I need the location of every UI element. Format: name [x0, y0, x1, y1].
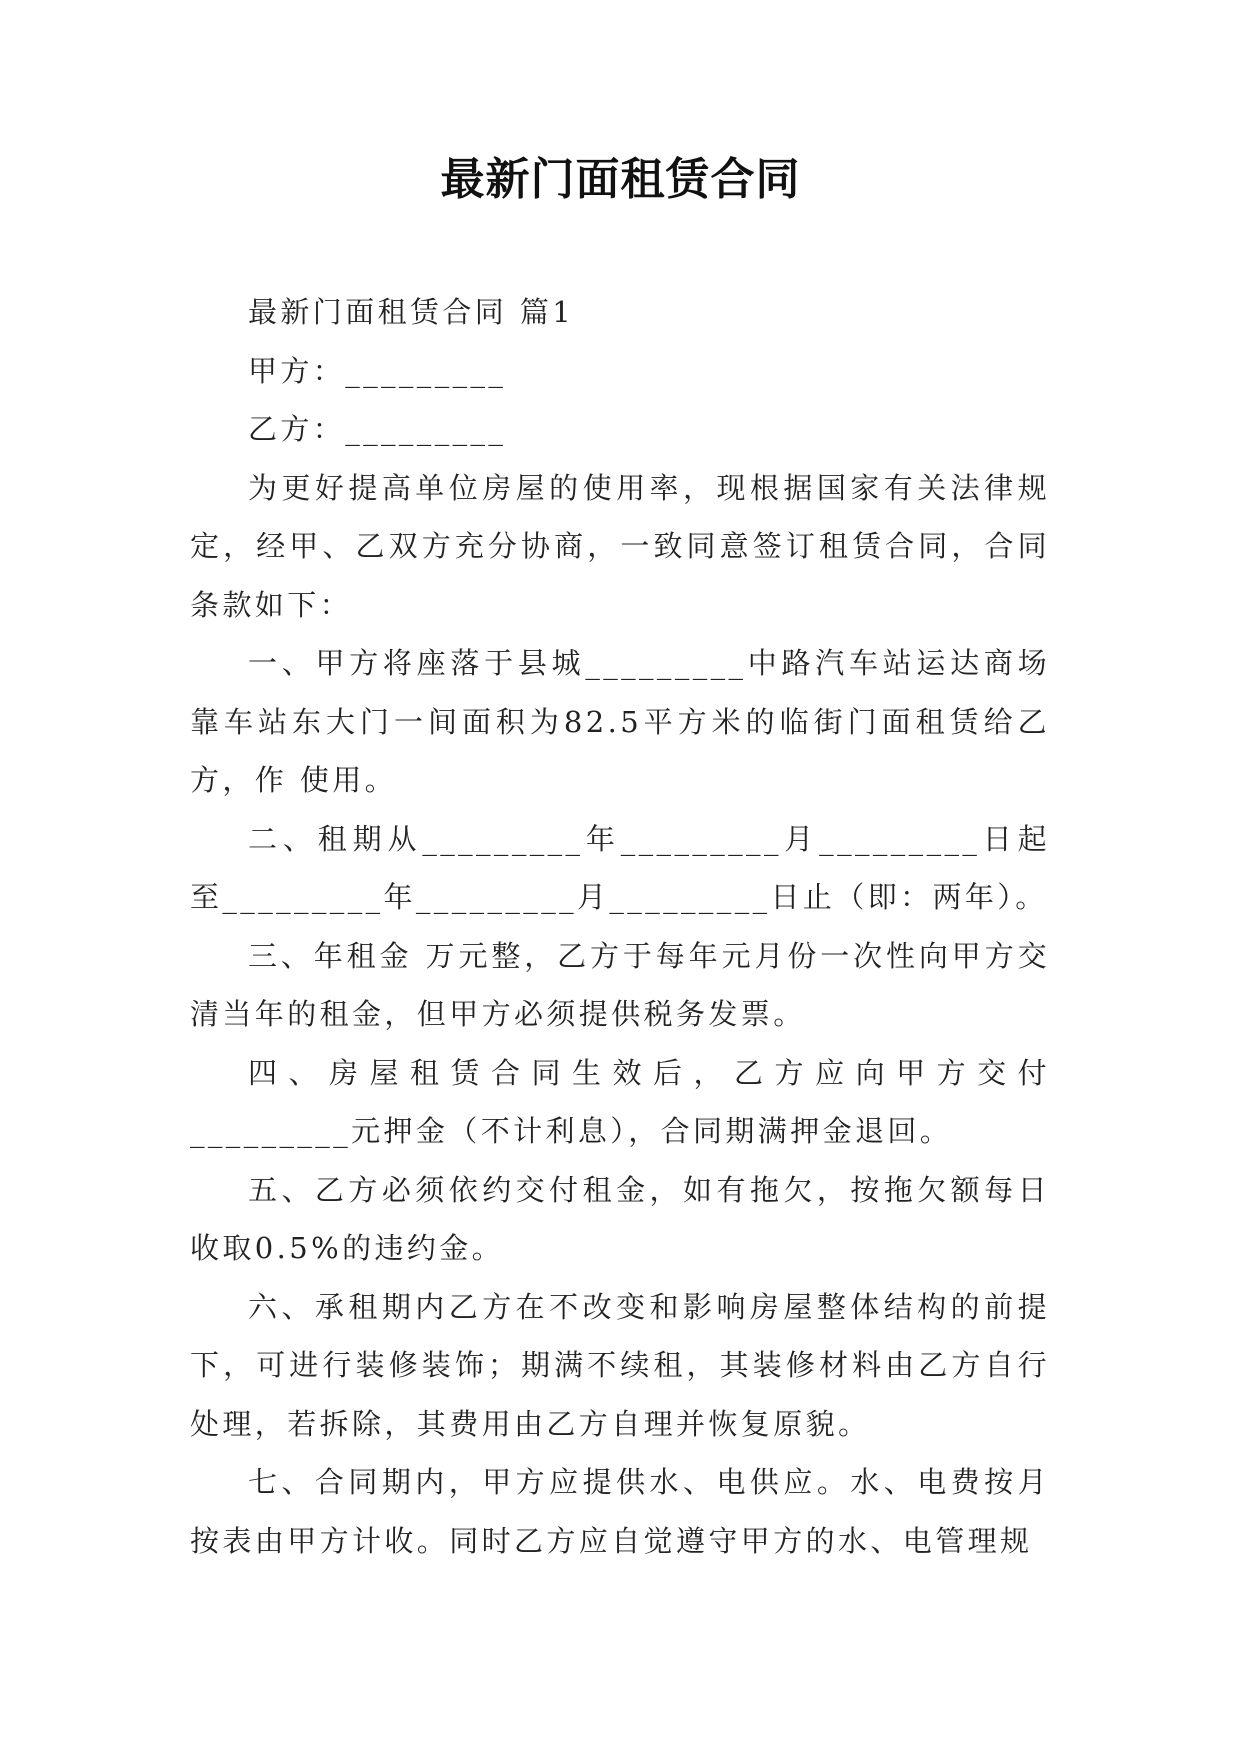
paragraph-clause-1: 一、甲方将座落于县城_________中路汽车站运达商场靠车站东大门一间面积为82.5平方米的临街门面租赁给乙方，作 使用。: [190, 646, 1050, 797]
paragraph-preamble: 为更好提高单位房屋的使用率，现根据国家有关法律规定，经甲、乙双方充分协商，一致同意签订租赁合同，合同条款如下：: [190, 470, 1050, 622]
document-title: 最新门面租赁合同: [440, 154, 801, 205]
section-heading: 最新门面租赁合同 篇1: [248, 295, 575, 329]
document-body: [190, 283, 1050, 1570]
paragraph-clause-4: 四、房屋租赁合同生效后，乙方应向甲方交付_________元押金（不计利息），合同期满押金退回。: [190, 1055, 1050, 1148]
paragraph-clause-3: 三、年租金 万元整，乙方于每年元月份一次性向甲方交清当年的租金，但甲方必须提供税务发票。: [190, 938, 1050, 1031]
party-a-line: 甲方：_________: [248, 353, 507, 388]
paragraph-clause-7: 七、合同期内，甲方应提供水、电供应。水、电费按月按表由甲方计收。同时乙方应自觉遵守甲方的水、电管理规: [190, 1465, 1050, 1558]
paragraph-clause-5: 五、乙方必须依约交付租金，如有拖欠，按拖欠额每日收取0.5%的违约金。: [190, 1172, 1050, 1265]
paragraph-clause-6: 六、承租期内乙方在不改变和影响房屋整体结构的前提下，可进行装修装饰；期满不续租，其装修材料由乙方自行处理，若拆除，其费用由乙方自理并恢复原貌。: [190, 1289, 1050, 1441]
party-b-line: 乙方：_________: [248, 412, 507, 446]
paragraph-clause-2: 二、租期从_________年_________月_________日起至_________年_________月_________日止（即：两年）。: [190, 821, 1050, 914]
